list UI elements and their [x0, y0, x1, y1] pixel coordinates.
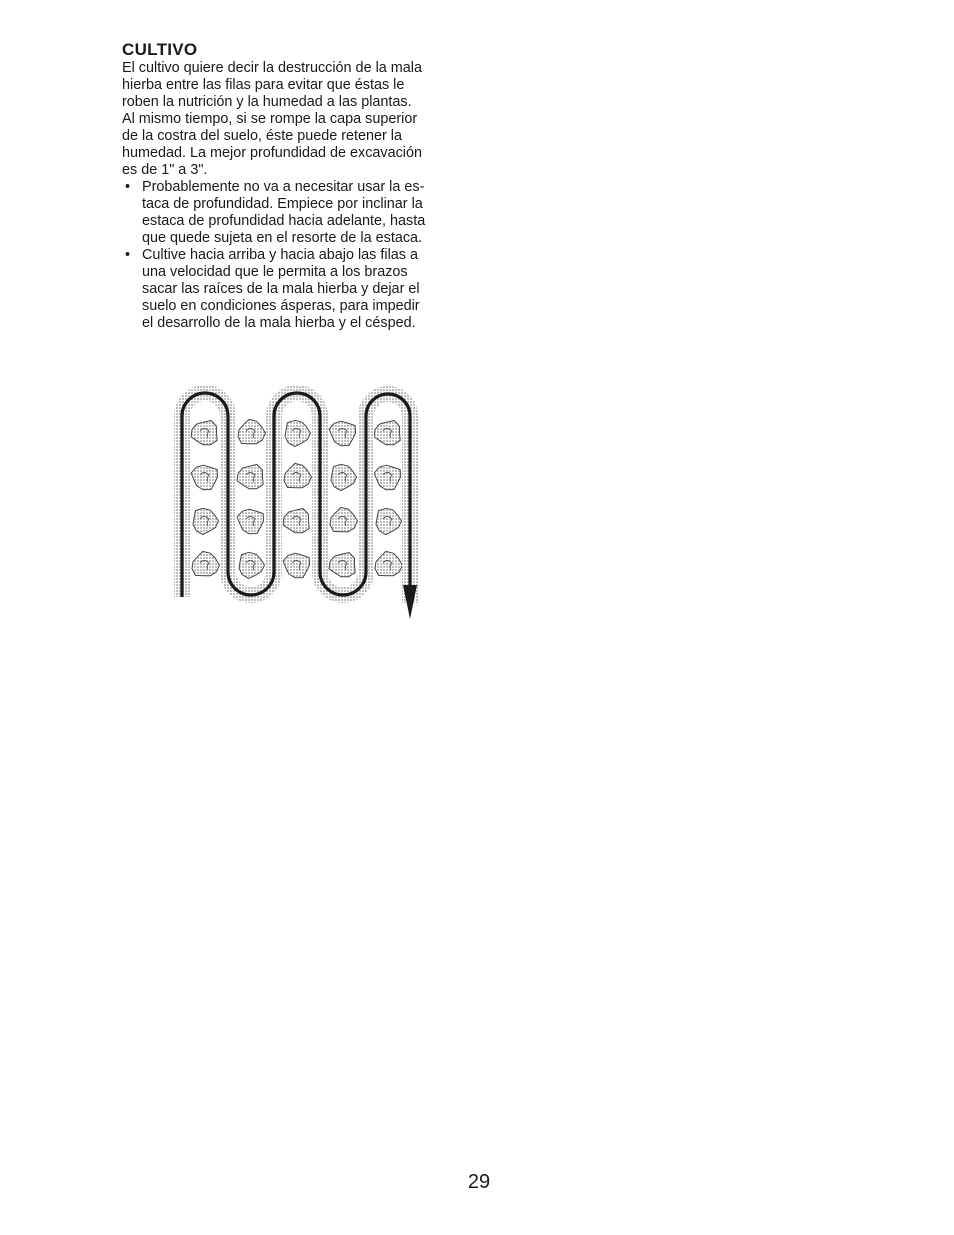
plant-icon — [239, 552, 265, 578]
bullet-line: taca de profundidad. Empiece por inclinar la — [142, 196, 423, 212]
plant-icon — [191, 421, 217, 445]
intro-line: El cultivo quiere decir la destrucción de la mala — [122, 60, 422, 76]
plant-icon — [376, 508, 402, 534]
list-item — [122, 247, 467, 332]
bullet-line: el desarrollo de la mala hierba y el césped. — [142, 315, 416, 331]
intro-line: humedad. La mejor profundidad de excavación — [122, 145, 423, 161]
bullet-line: Probablemente no va a necesitar usar la es- — [142, 179, 425, 195]
section-heading: CULTIVO — [122, 40, 198, 59]
plant-icon — [329, 421, 355, 446]
plant-icon — [330, 507, 358, 531]
bullet-line: suelo en condiciones ásperas, para impedir — [142, 298, 420, 314]
bullet-line: sacar las raíces de la mala hierba y dejar el — [142, 281, 420, 297]
bullet-line: una velocidad que le permita a los brazos — [142, 264, 408, 280]
bullet-line: Cultive hacia arriba y hacia abajo las filas a — [142, 247, 418, 263]
bullet-line: que quede sujeta en el resorte de la estaca. — [142, 230, 423, 246]
instruction-list — [122, 179, 467, 332]
intro-line: es de 1" a 3". — [122, 162, 208, 178]
plant-icon — [329, 553, 355, 577]
intro-line: roben la nutrición y la humedad a las plantas. — [122, 94, 412, 110]
bullet-icon: • — [125, 179, 131, 195]
plant-icon — [283, 509, 309, 533]
plant-icon — [192, 551, 220, 575]
page-number: 29 — [467, 1171, 491, 1193]
intro-paragraph — [122, 60, 467, 179]
bullet-icon: • — [125, 247, 131, 263]
plant-icon — [238, 419, 266, 443]
cultivo-section — [122, 40, 467, 332]
plant-icon — [331, 464, 357, 490]
plant-icon — [191, 465, 217, 490]
intro-line: Al mismo tiempo, si se rompe la capa superior — [122, 111, 418, 127]
plant-icon — [193, 508, 219, 534]
serpentine-path-diagram — [170, 365, 430, 635]
plant-icon — [283, 553, 309, 578]
plant-icon — [375, 551, 403, 575]
plant-icon — [285, 420, 311, 446]
plant-icon — [374, 421, 400, 445]
plant-icon — [284, 463, 312, 487]
intro-line: hierba entre las filas para evitar que éstas le — [122, 77, 405, 93]
list-item — [122, 179, 467, 247]
plant-icon — [374, 465, 400, 490]
plant-icon — [237, 465, 263, 489]
bullet-line: estaca de profundidad hacia adelante, hasta — [142, 213, 426, 229]
cultivation-pattern-figure — [170, 365, 430, 635]
plant-icon — [237, 509, 263, 534]
intro-line: de la costra del suelo, éste puede retener la — [122, 128, 402, 144]
